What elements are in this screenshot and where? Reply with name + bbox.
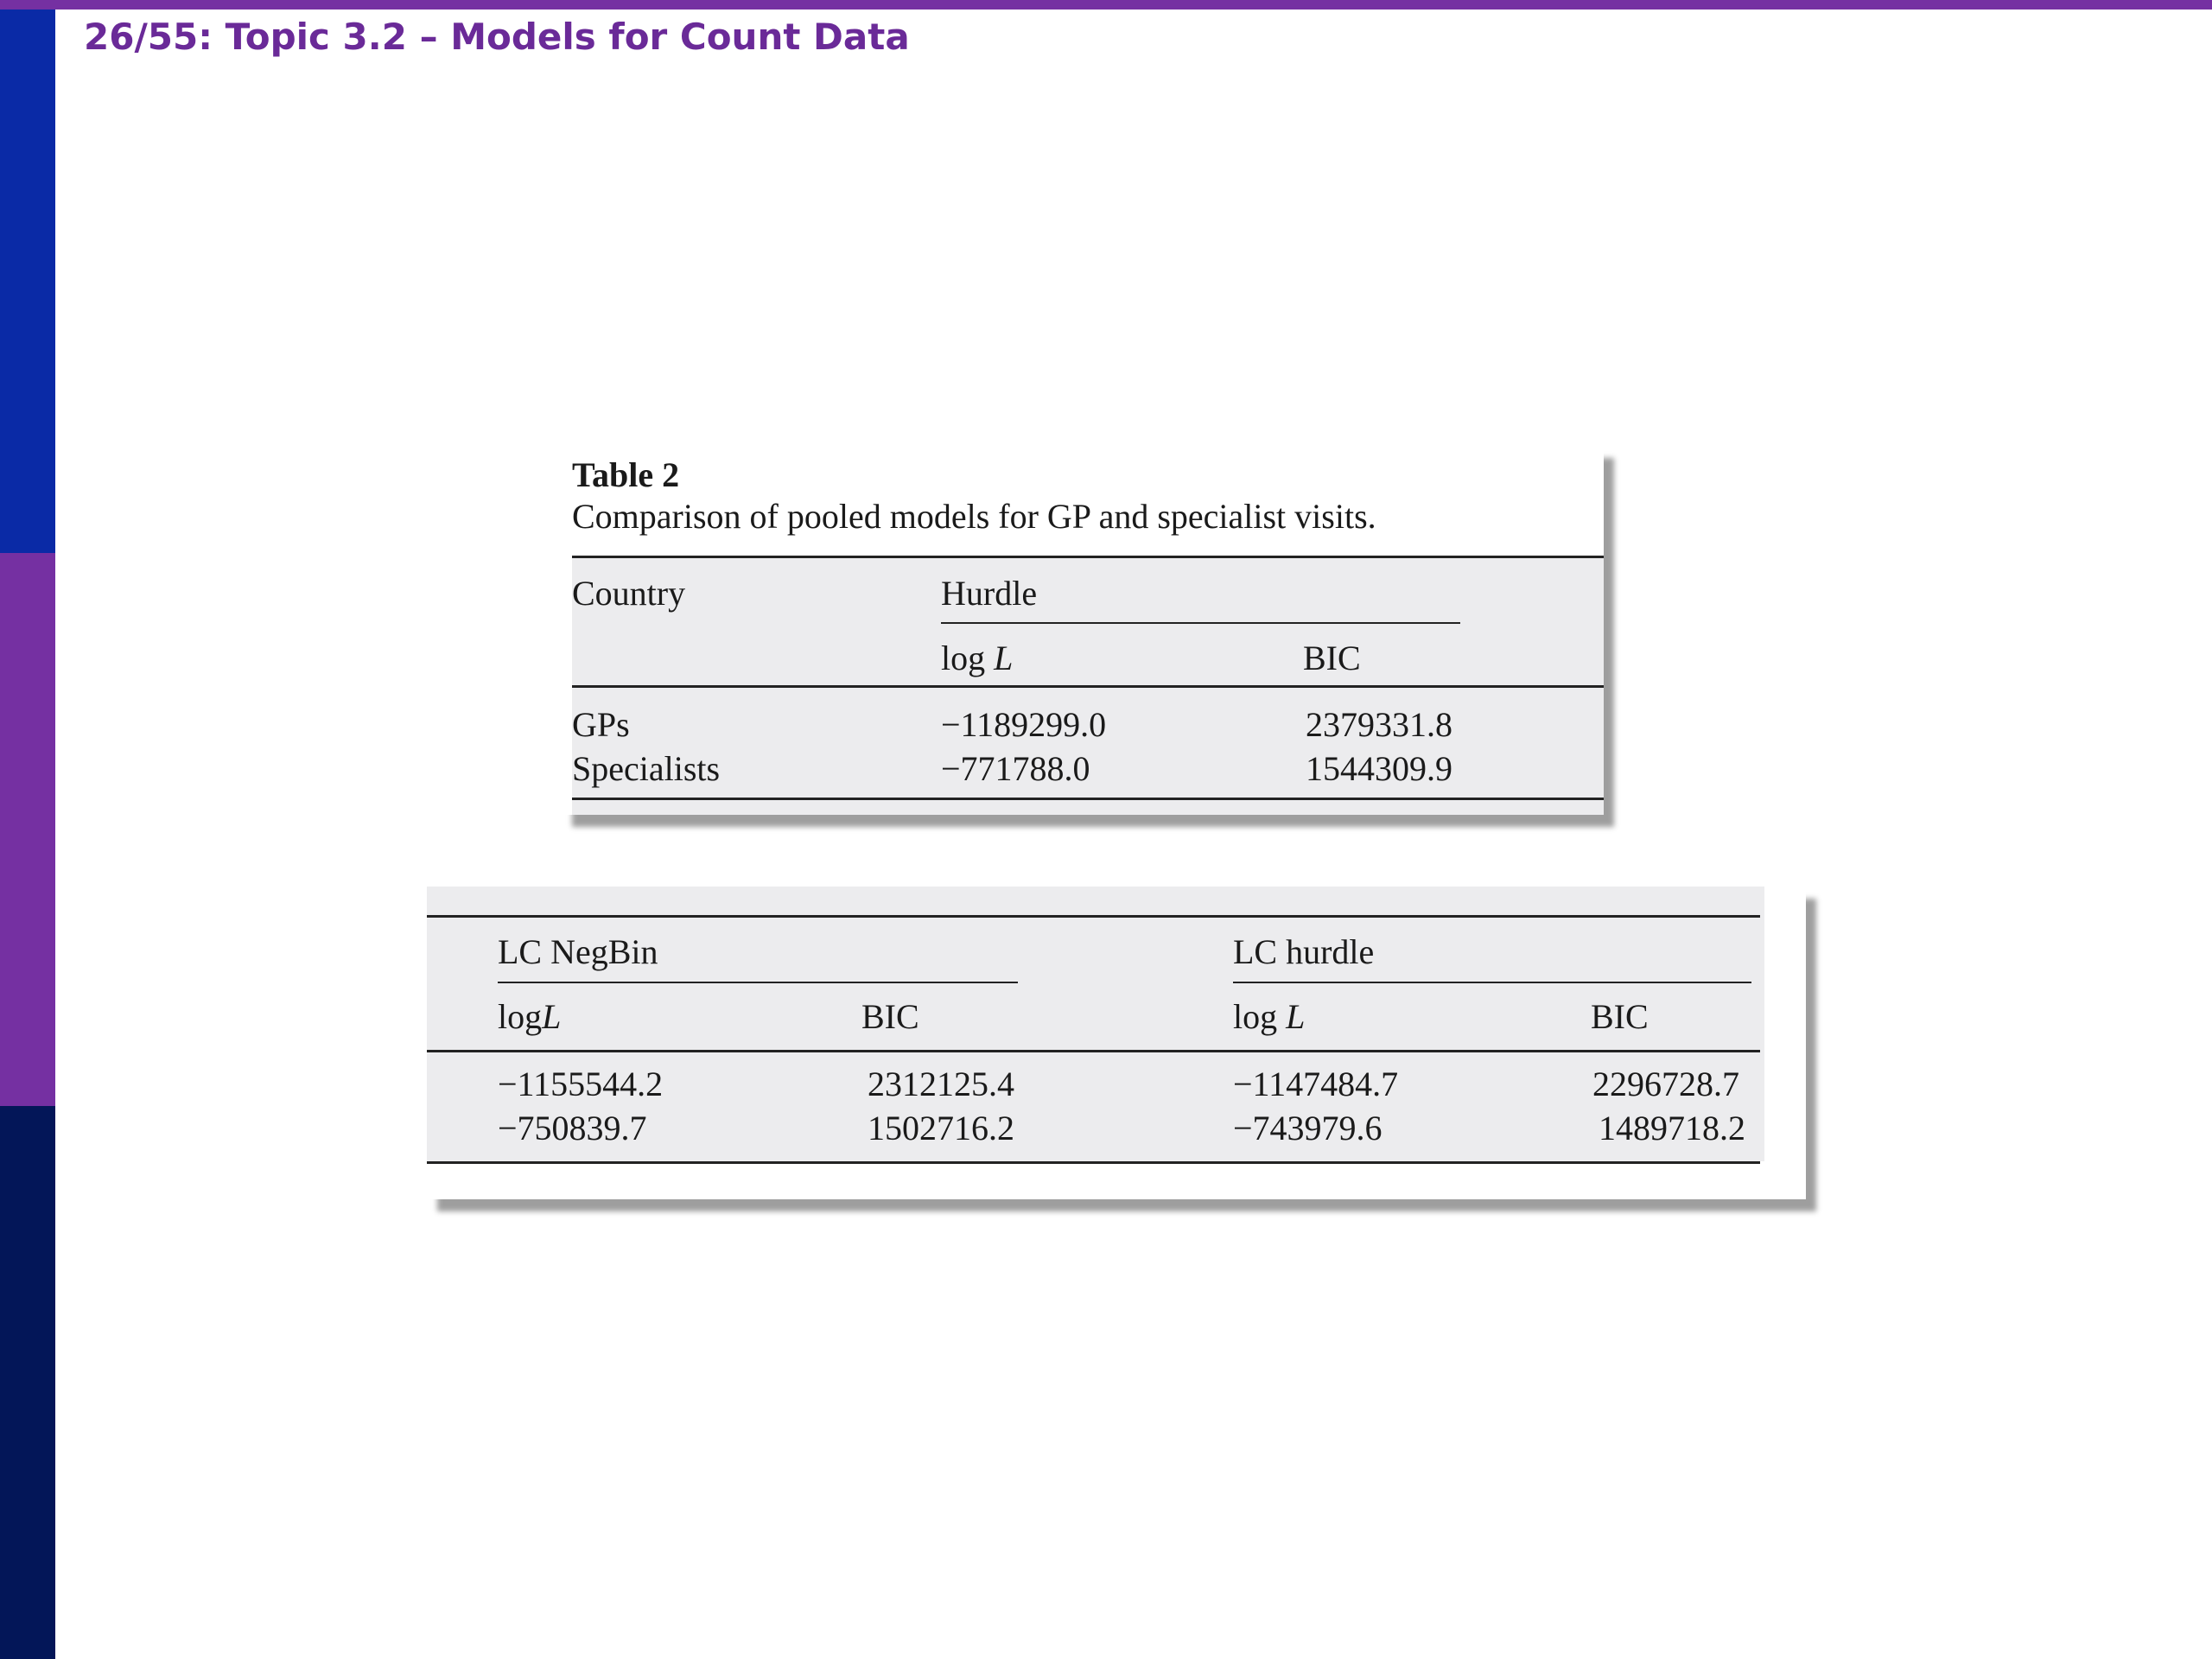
header-hurdle-logl: log L [1233, 997, 1306, 1036]
sidebar-segment-blue [0, 0, 55, 553]
header-lc-hurdle: LC hurdle [1233, 932, 1375, 971]
header-hurdle: Hurdle [941, 574, 1038, 613]
header-bottom-rule [427, 1050, 1760, 1052]
row-specialists-logl: −771788.0 [941, 749, 1090, 788]
lc-negbin-group-rule [498, 982, 1018, 983]
header-bottom-rule [572, 685, 1604, 688]
table-2-hurdle-image [562, 446, 1604, 815]
row-specialists-bic: 1544309.9 [1306, 749, 1452, 788]
row-2-negbin-logl: −750839.7 [498, 1109, 647, 1147]
top-accent-bar [0, 0, 2212, 10]
slide-title: 26/55: Topic 3.2 – Models for Count Data [84, 16, 910, 58]
table-caption: Comparison of pooled models for GP and specialist visits. [572, 497, 1376, 536]
lc-hurdle-group-rule [1233, 982, 1751, 983]
header-country: Country [572, 574, 686, 613]
table-label: Table 2 [572, 455, 680, 494]
row-gps-logl: −1189299.0 [941, 705, 1107, 744]
row-2-hurdle-bic: 1489718.2 [1599, 1109, 1745, 1147]
row-gps-bic: 2379331.8 [1306, 705, 1452, 744]
header-negbin-bic: BIC [861, 997, 919, 1036]
row-1-hurdle-bic: 2296728.7 [1592, 1065, 1739, 1103]
table-top-rule [572, 556, 1604, 558]
row-2-hurdle-logl: −743979.6 [1233, 1109, 1382, 1147]
header-hurdle-bic: BIC [1591, 997, 1649, 1036]
header-hurdle-bic: BIC [1303, 639, 1361, 677]
header-hurdle-logl: log L [941, 639, 1014, 677]
sidebar-segment-navy [0, 1106, 55, 1659]
table-bottom-rule [427, 1161, 1760, 1164]
table-body [572, 556, 1604, 815]
row-1-negbin-bic: 2312125.4 [868, 1065, 1014, 1103]
row-1-negbin-logl: −1155544.2 [498, 1065, 664, 1103]
row-2-negbin-bic: 1502716.2 [868, 1109, 1014, 1147]
table-top-rule [427, 915, 1760, 918]
row-gps-country: GPs [572, 705, 630, 744]
table-bottom-rule [572, 798, 1604, 800]
hurdle-group-rule [941, 622, 1460, 624]
sidebar-segment-purple [0, 553, 55, 1106]
header-negbin-logl: logL [498, 997, 562, 1036]
table-body [427, 887, 1764, 1161]
row-specialists-country: Specialists [572, 749, 721, 788]
header-lc-negbin: LC NegBin [498, 932, 658, 971]
row-1-hurdle-logl: −1147484.7 [1233, 1065, 1399, 1103]
lc-models-table-image [427, 887, 1806, 1199]
sidebar-color-bar [0, 0, 55, 1659]
